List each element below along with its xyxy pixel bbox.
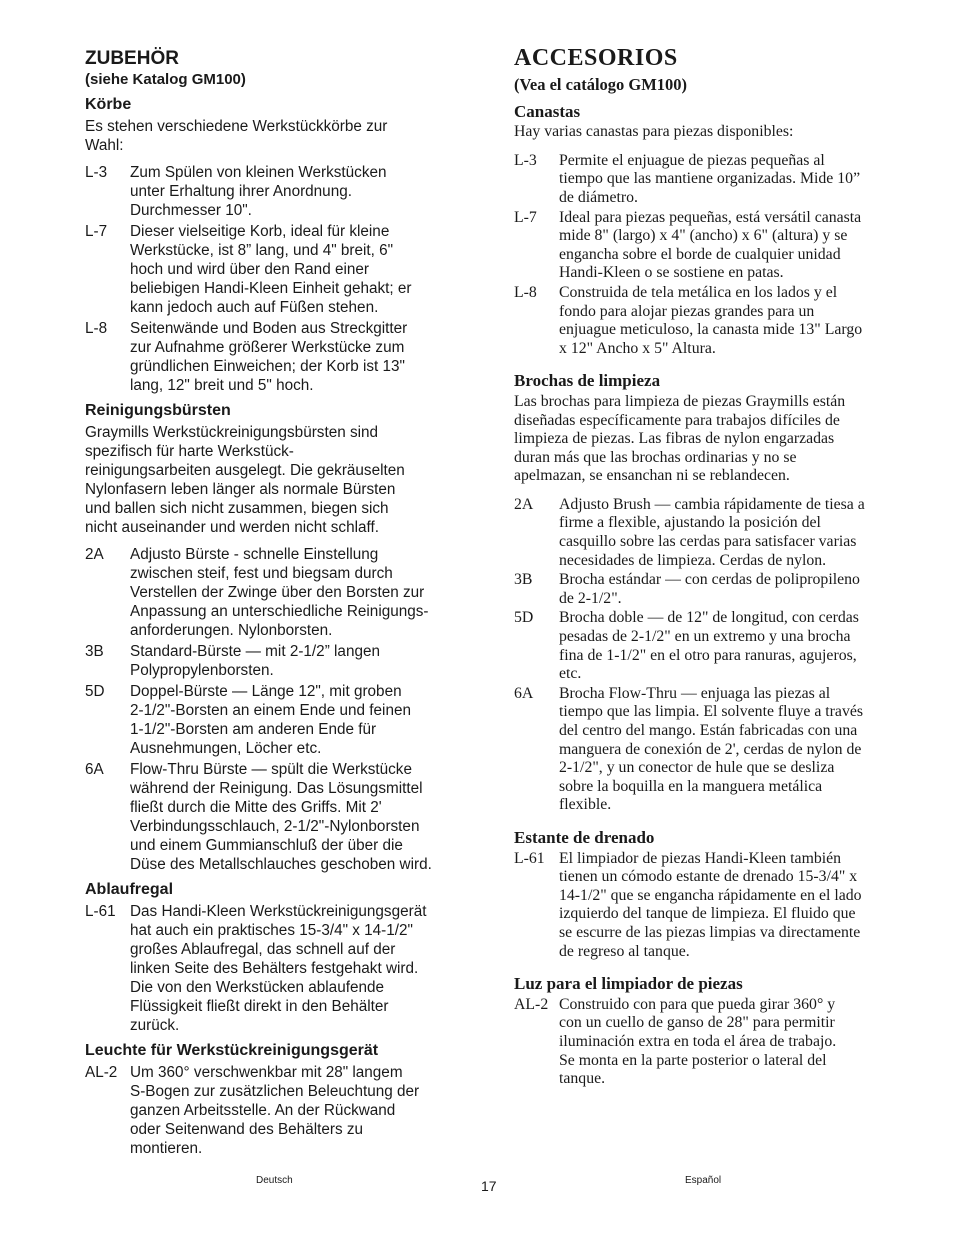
section-heading: Canastas [514,101,581,121]
item-description: Adjusto Bürste - schnelle Einstellung zwischen steif, fest und biegsam durch Verstellen der Zwinge über den Borsten zur Anpassung an unterschiedliche Reinigungs- anforderungen. Nylonborsten. [130,546,429,639]
item-description: Doppel-Bürste — Länge 12", mit groben 2-1/2"-Borsten an einem Ende und feinen 1-1/2"-Borsten am anderen Ende für Ausnehmungen, Löcher etc. [130,683,411,757]
item-code: 2A [514,495,534,513]
accessory-item [514,685,894,815]
accessory-item [514,496,894,570]
section-intro: Las brochas para limpieza de piezas Graymills están diseñadas específicamente para trabajos difíciles de limpieza de piezas. Las fibras de nylon engarzadas duran más que las brochas ordinarias y no se apelmazan, se ensanchan ni se reblandecen. [514,392,846,485]
accessory-item [514,571,894,608]
spanish-column [514,44,894,1090]
section-heading: Luz para el limpiador de piezas [514,974,743,994]
accessory-item [85,1063,475,1158]
item-code: L-3 [85,164,108,181]
page-number: 17 [481,1178,497,1194]
section-intro: Hay varias canastas para piezas disponibles: [514,123,794,141]
accessory-item [85,642,475,680]
section-heading: Ablaufregal [85,881,174,898]
item-description: Construido con para que pueda girar 360° y con un cuello de ganso de 28" para permitir iluminación extra en toda el área de trabajo. Se monta en la parte posterior o lateral del tanque. [559,995,837,1088]
item-code: L-8 [85,320,108,337]
accessory-item [514,609,894,683]
section-intro: Graymills Werkstückreinigungsbürsten sind spezifisch für harte Werkstück- reinigungsarbeiten ausgelegt. Die gekräuselten Nylonfasern leben länger als normale Bürsten und ballen sich nicht zusammen, biegen sich nicht auseinander und werden nicht schlaff. [85,424,405,536]
footer-language-spanish: Español [685,1175,722,1186]
accessory-item [514,850,894,962]
item-description: Ideal para piezas pequeñas, está versátil canasta mide 8" (largo) x 4" (ancho) x 6" (altura) y se engancha sobre el borde de cualquier unidad Handi-Kleen o se sostiene en patas. [559,208,862,282]
accessory-item [514,284,894,358]
accessory-item [85,545,475,640]
item-description: Zum Spülen von kleinen Werkstücken unter Erhaltung ihrer Anordnung. Durchmesser 10". [130,164,387,219]
item-code: 5D [85,683,105,700]
spanish-sections [514,103,894,1089]
item-code: L-7 [85,223,108,240]
german-sections [85,95,475,1158]
item-description: Dieser vielseitige Korb, ideal für kleine Werkstücke, ist 8” lang, und 4" breit, 6" hoch und wird über den Rand einer beliebigen Handi-Kleen Einheit gehakt; er kann jedoch auch auf Füßen stehen. [130,223,412,316]
accessory-item [85,760,475,874]
item-code: L-3 [514,151,537,169]
item-code: 3B [85,643,104,660]
item-code: 5D [514,609,534,627]
accessory-item [85,902,475,1035]
item-description: Flow-Thru Bürste — spült die Werkstücke während der Reinigung. Das Lösungsmittel fließt durch die Mitte des Griffs. Mit 2' Verbindungsschlauch, 2-1/2"-Nylonborsten und einem Gummianschluß der über die Düse des Metallschlauches geschoben wird. [130,761,432,873]
accessory-item [85,222,475,317]
spanish-title: ACCESORIOS [514,45,678,71]
item-description: Adjusto Brush — cambia rápidamente de tiesa a firme a flexible, ajustando la posición del casquillo sobre las cerdas para satisfacer varias necesidades de limpieza. Cerdas de nylon. [559,495,865,569]
section-heading: Brochas de limpieza [514,371,661,391]
spanish-subtitle: (Vea el catálogo GM100) [514,75,688,94]
item-code: L-7 [514,208,537,226]
item-description: Das Handi-Kleen Werkstückreinigungsgerät hat auch ein praktisches 15-3/4" x 14-1/2" großes Ablaufregal, das schnell auf der linken Seite des Behälters festgehakt wird. Die von den Werkstücken ablaufende Flüssigkeit fließt direkt in den Behälter zurück. [130,903,427,1034]
item-code: 3B [514,571,533,589]
item-code: L-61 [85,903,116,920]
section-heading: Reinigungsbürsten [85,402,231,419]
item-description: El limpiador de piezas Handi-Kleen también tienen un cómodo estante de drenado 15-3/4" x 14-1/2" que se engancha rápidamente en el lado izquierdo del tanque de limpieza. El fluido que se escurre de las piezas limpias va directamente de regreso al tanque. [559,849,862,960]
section-heading: Körbe [85,96,132,113]
section-intro: Es stehen verschiedene Werkstückkörbe zur Wahl: [85,118,388,154]
item-code: 6A [85,761,104,778]
item-code: 2A [85,546,104,563]
item-code: L-61 [514,849,545,867]
footer-language-german: Deutsch [256,1175,293,1186]
german-subtitle: (siehe Katalog GM100) [85,71,246,88]
item-description: Brocha Flow-Thru — enjuaga las piezas al tiempo que las limpia. El solvente fluye a través del centro del mango. Están fabricadas con una manguera de conexión de 2', cerdas de nylon de 2-1/2", y un conector de hule que se desliza sobre la boquilla en la manguera metálica flexible. [559,684,864,814]
accessory-item [85,163,475,220]
item-code: AL-2 [85,1064,118,1081]
accessory-item [514,152,894,208]
item-code: 6A [514,684,534,702]
german-title: ZUBEHÖR [85,48,179,69]
accessory-item [514,209,894,283]
accessory-item [85,682,475,758]
accessory-item [85,319,475,395]
item-description: Standard-Bürste — mit 2-1/2” langen Polypropylenborsten. [130,643,380,679]
item-description: Seitenwände und Boden aus Streckgitter zur Aufnahme größerer Werkstücke zum gründlichen Einweichen; der Korb ist 13" lang, 12" breit und 5" hoch. [130,320,408,394]
accessory-item [514,996,894,1089]
item-description: Brocha estándar — con cerdas de polipropileno de 2-1/2". [559,571,860,607]
section-heading: Leuchte für Werkstückreinigungsgerät [85,1042,379,1059]
item-description: Um 360° verschwenkbar mit 28" langem S-Bogen zur zusätzlichen Beleuchtung der ganzen Arbeitsstelle. An der Rückwand oder Seitenwand des Behälters zu montieren. [130,1064,420,1157]
item-description: Permite el enjuague de piezas pequeñas al tiempo que las mantiene organizadas. Mide 10” de diámetro. [559,151,861,206]
item-description: Brocha doble — de 12" de longitud, con cerdas pesadas de 2-1/2" en un extremo y una brocha fina de 1-1/2" en el otro para ranuras, agujeros, etc. [559,609,859,683]
section-heading: Estante de drenado [514,827,655,847]
item-description: Construida de tela metálica en los lados y el fondo para alojar piezas grandes para un enjuague meticuloso, la canasta mide 13" Largo x 12" Ancho x 5" Altura. [559,283,863,357]
item-code: AL-2 [514,995,549,1013]
item-code: L-8 [514,283,537,301]
german-column [85,48,475,1160]
